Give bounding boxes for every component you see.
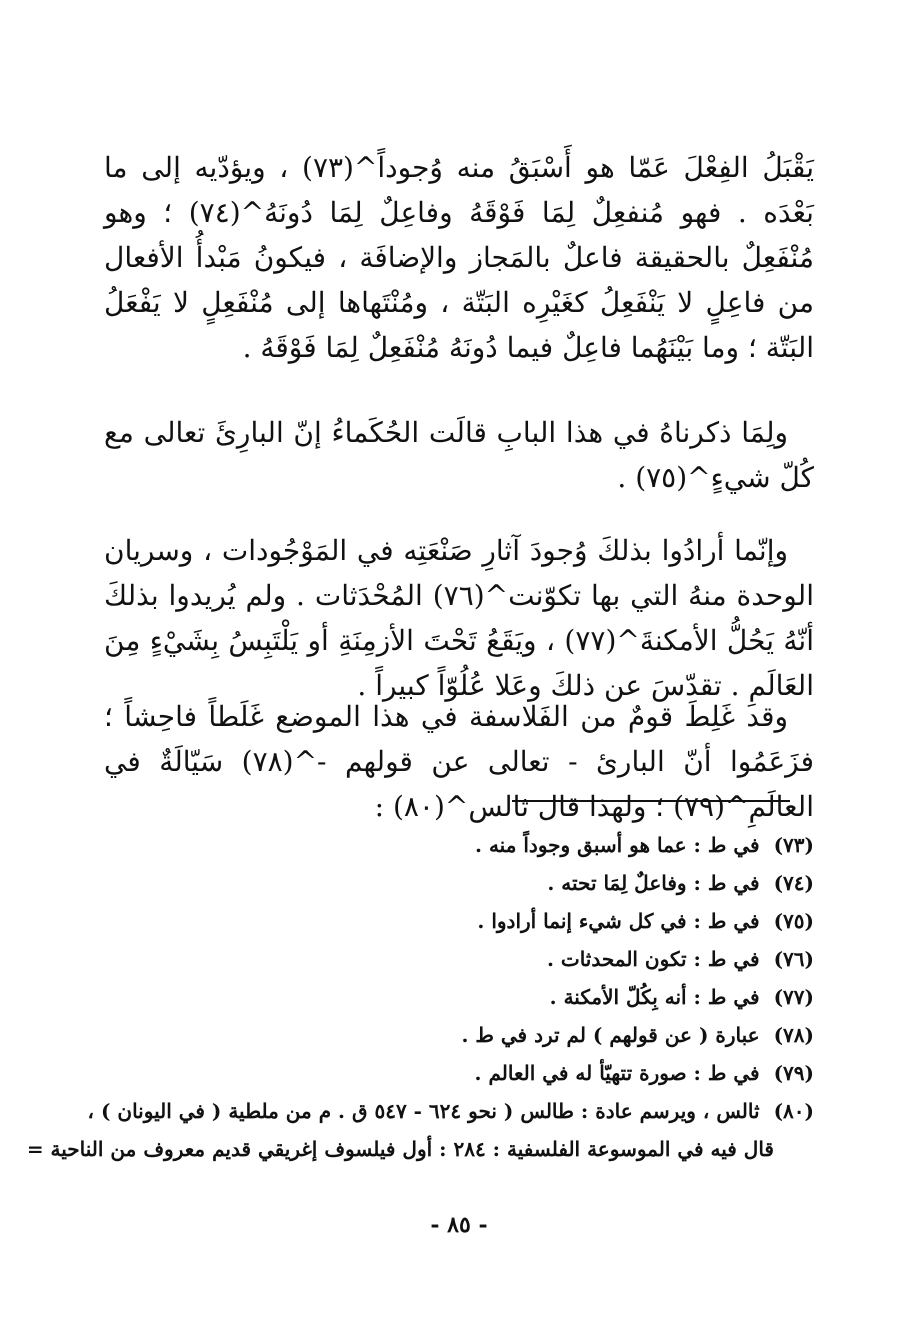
footnote-text: في ط : وفاعلٌ لِمَا تحته . (547, 871, 760, 895)
footnote-number: (٧٧) (773, 985, 814, 1009)
footnote-77 (114, 978, 814, 1016)
footnote-73 (114, 826, 814, 864)
footnote-number: (٧٥) (773, 909, 814, 933)
footnote-74 (114, 864, 814, 902)
footnote-76 (114, 940, 814, 978)
footnote-divider (512, 800, 790, 802)
footnote-number: (٧٨) (773, 1023, 814, 1047)
paragraph-4: وقد غَلِطَ قومٌ من الفَلاسفة في هذا الموضع غَلَطاً فاحِشاً ؛ فزَعَمُوا أنّ البارئ - تعالى عن قولهم -^(٧٨) سَيّالَةٌ في العالَمِ^(٧٩) ؛ ولهذا قال ثالس^(٨٠) : (104, 700, 815, 823)
footnote-text: في ط : عما هو أسبق وجوداً منه . (475, 833, 760, 857)
footnote-80 (87, 1092, 814, 1130)
footnote-text: عبارة ( عن قولهم ) لم ترد في ط . (461, 1023, 760, 1047)
footnote-number: (٧٤) (773, 871, 814, 895)
paragraph-2: ولِمَا ذكرناهُ في هذا البابِ قالَت الحُكَماءُ إنّ البارِئَ تعالى مع كُلّ شيءٍ^(٧٥) . (104, 416, 814, 494)
footnote-78 (114, 1016, 814, 1054)
paragraph-1: يَقْبَلُ الفِعْلَ عَمّا هو أَسْبَقُ منه وُجوداً^(٧٣) ، ويؤدّيه إلى ما بَعْدَه . فهو مُنفعِلٌ لِمَا فَوْقَهُ وفاعِلٌ لِمَا دُونَهُ^(٧٤) ؛ وهو مُنْفَعِلٌ بالحقيقة فاعلٌ بالمَجاز والإضافَة ، فيكونُ مَبْدأُ الأفعال من فاعِلٍ لا يَنْفَعِلُ كغَيْرِه البَتّة ، ومُنْتَهاها إلى مُنْفَعِلٍ لا يَفْعَلُ البَتّة ؛ وما بَيْنَهُما فاعِلٌ فيما دُونَهُ مُنْفَعِلٌ لِمَا فَوْقَهُ . (104, 151, 814, 364)
paragraph-3: وإنّما أرادُوا بذلكَ وُجودَ آثارِ صَنْعَتِه في المَوْجُودات ، وسريان الوحدة منهُ التي بها تكوّنت^(٧٦) المُحْدَثات . ولم يُريدوا بذلكَ أنّهُ يَحُلُّ الأمكنةَ^(٧٧) ، ويَقَعُ تَحْتَ الأزمِنَةِ أو يَلْتَبِسُ بِشَيْءٍ مِنَ العَالَمِ . تقدّسَ عن ذلكَ وعَلا عُلُوّاً كبيراً . (104, 534, 814, 702)
footnote-text: في ط : أنه بِكُلّ الأمكنة . (549, 985, 760, 1009)
footnote-number: (٧٦) (773, 947, 814, 971)
footnotes (26, 826, 814, 1168)
page-number: - ٨٥ - (430, 1212, 488, 1238)
footnote-79 (114, 1054, 814, 1092)
footnote-number: (٧٩) (773, 1061, 814, 1085)
footnote-text: في ط : صورة تتهيّأ له في العالم . (474, 1061, 760, 1085)
footnote-80-continuation: قال فيه في الموسوعة الفلسفية : ٢٨٤ : أول فيلسوف إغريقي قديم معروف من الناحية = (26, 1137, 774, 1161)
footnote-75 (114, 902, 814, 940)
footnote-text: في ط : في كل شيء إنما أرادوا . (477, 909, 760, 933)
footnote-text: في ط : تكون المحدثات . (546, 947, 760, 971)
footnote-number: (٨٠) (773, 1099, 814, 1123)
footnote-text: ثالس ، ويرسم عادة : طالس ( نحو ٦٢٤ - ٥٤٧ ق . م من ملطية ( في اليونان ) ، (87, 1099, 760, 1123)
footnote-number: (٧٣) (773, 833, 814, 857)
